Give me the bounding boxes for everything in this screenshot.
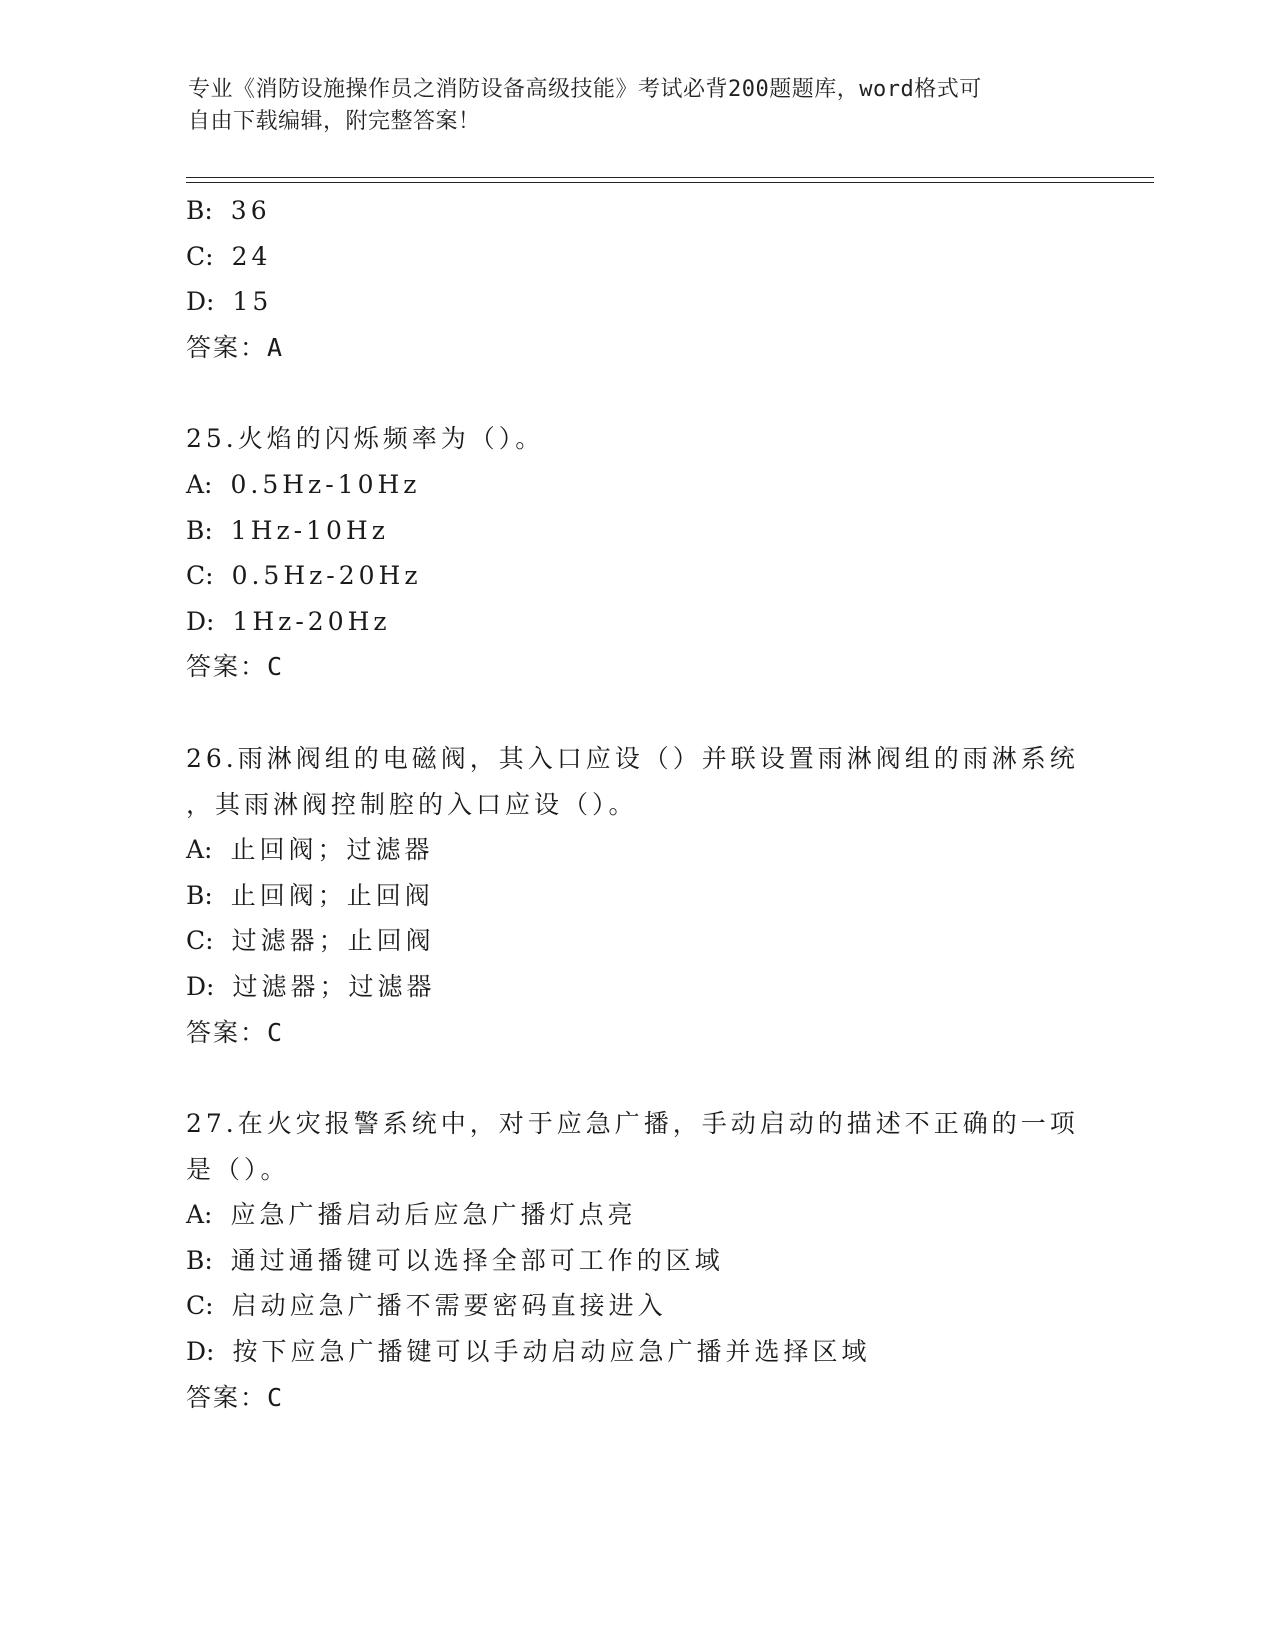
option-letter: A:	[186, 1200, 213, 1230]
question-24-continuation	[186, 188, 1086, 370]
option-letter: B:	[186, 880, 213, 910]
answer-line	[186, 644, 1086, 690]
option-letter: C:	[186, 1291, 214, 1321]
option-a	[186, 462, 1086, 508]
option-c	[186, 553, 1086, 599]
option-letter: D:	[186, 287, 215, 317]
option-text: 过滤器；止回阀	[231, 926, 435, 956]
question-27	[186, 1101, 1086, 1420]
answer-label: 答案：	[186, 652, 268, 682]
option-b	[186, 1238, 1086, 1284]
option-d	[186, 964, 1086, 1010]
option-letter: C:	[186, 241, 214, 271]
question-list	[186, 188, 1086, 1420]
header-title-line-1: 专业《消防设施操作员之消防设备高级技能》考试必背200题题库，word格式可	[188, 77, 982, 102]
question-stem: 25.火焰的闪烁频率为（）。	[186, 424, 545, 454]
option-text: 0.5Hz-10Hz	[230, 469, 421, 499]
option-text: 通过通播键可以选择全部可工作的区域	[230, 1245, 724, 1275]
answer-value: C	[267, 1017, 285, 1047]
question-stem: 26.雨淋阀组的电磁阀，其入口应设（）并联设置雨淋阀组的雨淋系统	[186, 743, 1079, 773]
option-a	[186, 827, 1086, 873]
option-letter: D:	[186, 971, 215, 1001]
option-text: 1Hz-10Hz	[230, 515, 389, 545]
option-letter: C:	[186, 561, 214, 591]
option-letter: D:	[186, 1337, 215, 1367]
answer-line	[186, 1375, 1086, 1421]
question-stem-continued: 是（）。	[186, 1154, 290, 1184]
header-title-line-2: 自由下载编辑，附完整答案！	[188, 109, 481, 134]
option-a	[186, 1192, 1086, 1238]
document-header	[188, 74, 1068, 138]
option-text: 24	[231, 241, 272, 271]
answer-line	[186, 325, 1086, 371]
answer-label: 答案：	[186, 332, 268, 362]
option-c	[186, 1283, 1086, 1329]
option-letter: B:	[186, 196, 213, 225]
option-text: 止回阀；止回阀	[230, 880, 434, 910]
option-letter: A:	[186, 469, 213, 499]
option-letter: D:	[186, 606, 215, 636]
option-text: 止回阀；过滤器	[230, 835, 434, 865]
option-letter: B:	[186, 515, 213, 545]
answer-value: C	[267, 652, 285, 682]
option-d	[186, 599, 1086, 645]
option-text: 过滤器；过滤器	[232, 971, 436, 1001]
question-stem-continued: ，其雨淋阀控制腔的入口应设（）。	[186, 789, 638, 819]
option-text: 15	[232, 287, 273, 317]
option-b	[186, 508, 1086, 554]
option-letter: C:	[186, 926, 214, 956]
option-text: 启动应急广播不需要密码直接进入	[231, 1291, 667, 1321]
option-text: 按下应急广播键可以手动启动应急广播并选择区域	[232, 1337, 871, 1367]
header-divider	[186, 177, 1154, 183]
answer-line	[186, 1010, 1086, 1056]
option-letter: A:	[186, 835, 213, 865]
question-stem: 27.在火灾报警系统中，对于应急广播，手动启动的描述不正确的一项	[186, 1109, 1079, 1139]
option-b	[186, 188, 1086, 234]
option-text: 0.5Hz-20Hz	[231, 561, 422, 591]
option-c	[186, 918, 1086, 964]
answer-value: C	[267, 1382, 285, 1412]
option-b	[186, 873, 1086, 919]
option-text: 1Hz-20Hz	[232, 606, 391, 636]
option-letter: B:	[186, 1245, 213, 1275]
option-d	[186, 1329, 1086, 1375]
option-d	[186, 279, 1086, 325]
answer-label: 答案：	[186, 1382, 268, 1412]
question-26	[186, 736, 1086, 1055]
option-text: 应急广播启动后应急广播灯点亮	[230, 1200, 637, 1230]
option-c	[186, 234, 1086, 280]
option-text: 36	[230, 196, 271, 225]
answer-value: A	[267, 332, 285, 362]
answer-label: 答案：	[186, 1017, 268, 1047]
question-25	[186, 416, 1086, 690]
